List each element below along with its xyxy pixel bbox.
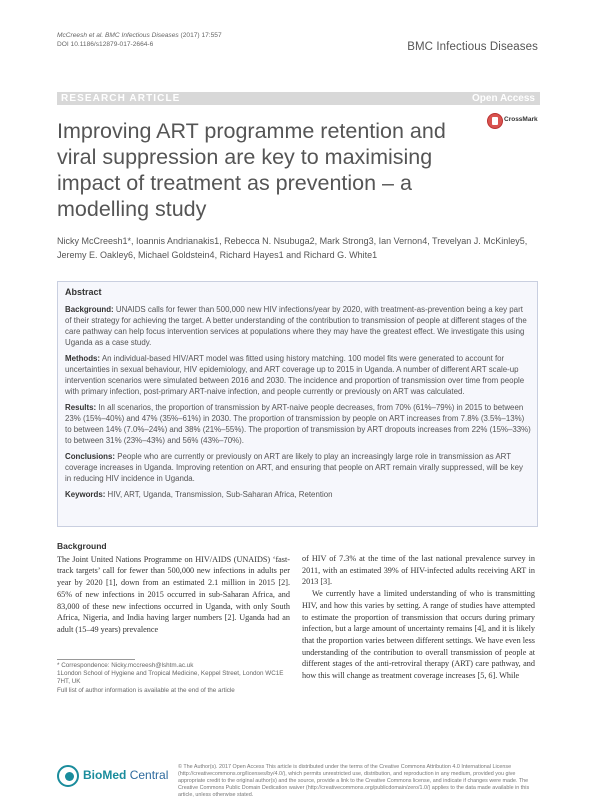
publisher-wordmark: BioMed Central — [83, 768, 169, 782]
footnotes — [57, 662, 287, 695]
article-title: Improving ART programme retention and viral suppression are key to maximising impact of treatment as prevention – a modelling study — [57, 119, 446, 221]
abstract-methods: Methods: An individual-based HIV/ART model was fitted using history matching. 100 model fits were generated to account for uncertainties in sexual behaviour, HIV epidemiology, and ART coverage up to 2015 in Uganda. A number of different ART scale-up intervention scenarios were simulated between 2016 and 2030. The incidence and proportion of transmission over time from people with primary infection, post-primary ART-naive infection, and people currently or previously on ART was calculated. — [65, 354, 525, 396]
journal-name: BMC Infectious Diseases — [407, 41, 538, 53]
body-column-left — [57, 541, 290, 636]
citation-line — [57, 31, 222, 40]
doi-line[interactable]: DOI 10.1186/s12879-017-2664-6 — [57, 41, 154, 48]
abstract-box — [57, 281, 538, 527]
body-paragraph: We currently have a limited understanding of who is transmitting HIV, and how this varies by setting. A range of studies have attempted to estimate the proportion of transmission that occurs during primary infection, but a large amount of uncertainty remains [4], and it is likely that the proportion varies between different settings. We have even less understanding of the contribution to overall transmission of people at different stages of the anti-retroviral therapy (ART) care pathway, and how this will change as treatment coverage increases [5, 6]. While — [302, 589, 535, 681]
affiliation-note: 1London School of Hygiene and Tropical Medicine, Keppel Street, London WC1E 7HT, UK — [57, 670, 284, 686]
crossmark-icon — [487, 113, 503, 129]
crossmark-button[interactable] — [487, 113, 538, 133]
abstract-results: Results: In all scenarios, the proportion of transmission by ART-naive people decreases, from 70% (61%–79%) in 2015 to between 23% (15%–40%) and 47% (35%–61%) in 2030. The proportion of transmission by people on ART increases from 7.8% (3.5%–13%) to between 14% (7.0%–24%) and 38% (21%–55%). The proportion of transmission by ART dropouts increases from 22% (15%–33%) to between 31% (23%–43%) and 56% (43%–70%). — [65, 403, 531, 445]
abstract-heading: Abstract — [65, 287, 102, 297]
publisher-logo — [57, 765, 177, 789]
abstract-body — [65, 304, 531, 505]
running-header — [57, 31, 222, 49]
body-paragraph: The Joint United Nations Programme on HIV/AIDS (UNAIDS) ‘fast-track targets’ call for fewer than 500,000 new infections in adults per year by 2020 [1], down from an estimated 2.1 million in 2015 [2]. 65% of new infections in 2015 occurred in sub-Saharan Africa, and 83,000 of these new infections occurred in Uganda, with only South Africa, Nigeria, and India having larger numbers [2]. Uganda had an adult (15–49 years) prevalence — [57, 554, 290, 634]
footnote-divider — [57, 659, 135, 660]
author-list: Nicky McCreesh1*, Ioannis Andrianakis1, Rebecca N. Nsubuga2, Mark Strong3, Ian Vernon4, Trevelyan J. McKinley5, Jeremy E. Oakley6, Michael Goldstein4, Richard Hayes1 and Richard G. White1 — [57, 236, 528, 260]
author-info-note: Full list of author information is available at the end of the article — [57, 686, 235, 694]
citation-authors: McCreesh et al. — [57, 32, 104, 39]
section-heading-background: Background — [57, 541, 107, 551]
open-access-label: Open Access — [472, 93, 535, 104]
citation-journal: BMC Infectious Diseases — [105, 32, 179, 39]
abstract-background: Background: UNAIDS calls for fewer than 500,000 new HIV infections/year by 2020, with treatment-as-prevention being a key part of their strategy for achieving the target. A better understanding of the contribution to transmission of people at different stages of the care pathway can help focus intervention services at populations where they may have the greatest effect. We investigate this using Uganda as a case study. — [65, 305, 527, 347]
biomed-central-icon — [57, 765, 79, 787]
license-text: © The Author(s). 2017 Open Access This article is distributed under the terms of the Creative Commons Attribution 4.0 International License (http://creativecommons.org/licenses/by/4.0/), which permits unrestricted use, distribution, and reproduction in any medium, provided you give appropriate credit to the original author(s) and the source, provide a link to the Creative Commons license, and indicate if changes were made. The Creative Commons Public Domain Dedication waiver (http://creativecommons.org/publicdomain/zero/1.0/) applies to the data made available in this article, unless otherwise stated. — [178, 764, 530, 798]
crossmark-label: CrossMark — [504, 116, 538, 123]
correspondence-note: * Correspondence: Nicky.mccreesh@lshtm.ac.uk — [57, 662, 194, 669]
abstract-keywords: Keywords: HIV, ART, Uganda, Transmission, Sub-Saharan Africa, Retention — [65, 490, 333, 499]
citation-volume: (2017) 17:557 — [180, 32, 222, 39]
body-column-right — [302, 553, 535, 682]
abstract-conclusions: Conclusions: People who are currently or previously on ART are likely to play an increasingly large role in transmission as ART coverage increases in Uganda. Improving retention on ART, and ensuring that people on ART remain virally suppressed, will be key in reducing HIV incidence in Uganda. — [65, 452, 523, 483]
body-paragraph: of HIV of 7.3% at the time of the last national prevalence survey in 2011, with an estimated 39% of HIV-infected adults receiving ART in 2013 [3]. — [302, 554, 535, 587]
article-type-label: RESEARCH ARTICLE — [61, 93, 181, 104]
article-type-banner — [57, 92, 540, 105]
